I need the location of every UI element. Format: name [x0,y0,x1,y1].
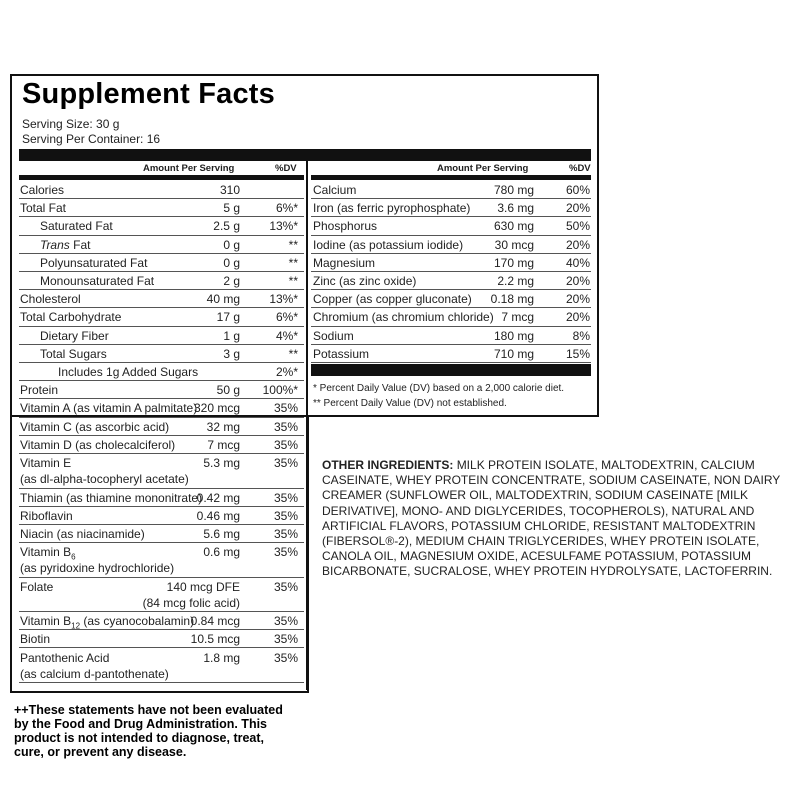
nutrient-dv: 35% [273,419,298,434]
nutrient-label: Total Sugars [40,346,107,361]
nutrient-label: Biotin [20,632,51,647]
nutrient-row [19,612,304,630]
nutrient-row [19,399,304,417]
nutrient-label: Iron (as ferric pyrophosphate) [313,201,471,216]
nutrient-label: Includes 1g Added Sugars [58,365,199,379]
nutrient-dv: 60% [565,183,590,197]
nutrient-label: Phosphorus [313,219,378,234]
nutrient-dv: 35% [273,614,298,629]
fda-disclaimer: ++These statements have not been evaluated by the Food and Drug Administration. This product is not intended to diagnose, treat, cure, or prevent any disease. [14,703,283,759]
nutrient-row [19,507,304,525]
nutrient-dv: ** [288,346,298,361]
other-ingredients-label: OTHER INGREDIENTS: [322,458,454,472]
nutrient-row [19,272,304,290]
nutrient-amount: 140 mcg DFE [166,579,240,594]
nutrient-dv: 35% [273,456,298,470]
nutrient-row [19,236,304,254]
nutrient-amount: 40 mg [206,292,240,307]
nutrient-amount: 180 mg [493,328,534,343]
nutrient-dv: 35% [273,490,298,505]
nutrient-dv: 35% [273,437,298,452]
nutrient-label: Zinc (as zinc oxide) [313,274,417,288]
nutrient-label: Cholesterol [20,292,81,307]
nutrient-row [19,363,304,381]
servings-per-container: Serving Per Container: 16 [22,132,161,146]
nutrient-row [311,236,591,254]
nutrient-dv: 6%* [275,201,298,216]
footnote-not-established: ** Percent Daily Value (DV) not established. [313,398,507,409]
nutrient-amount: 17 g [216,310,240,325]
nutrient-label: Vitamin $B_{12}$ (as cyanocobalamin) [20,614,195,631]
nutrient-dv: 20% [565,292,590,307]
nutrient-dv: 2%* [275,365,298,379]
nutrient-dv: 40% [565,255,590,270]
nutrient-dv: 4%* [275,328,298,343]
nutrient-dv: 35% [273,401,298,416]
right-bottom-bar [311,364,591,376]
serving-size: Serving Size: 30 g [22,117,120,131]
nutrient-dv: 35% [273,632,298,647]
nutrient-dv: ** [288,274,298,288]
nutrient-dv: 100%* [262,383,298,398]
nutrient-amount: 5.6 mg [203,526,240,541]
nutrient-row [311,217,591,235]
nutrient-row [19,630,304,648]
nutrient-row [19,345,304,363]
nutrient-row [19,489,304,507]
nutrient-dv: 35% [273,526,298,541]
nutrient-label: Saturated Fat [40,219,113,234]
nutrient-dv: 13%* [269,219,298,234]
nutrient-row [19,327,304,345]
nutrient-dv: 50% [565,219,590,234]
nutrient-amount: 0.42 mg [196,490,240,505]
nutrient-label: Sodium [313,328,354,343]
nutrient-label: Total Carbohydrate [20,310,122,325]
nutrient-row [311,327,591,345]
nutrient-amount: 5.3 mg [203,456,240,470]
nutrient-amount: 0.6 mg [203,545,240,560]
nutrient-row [19,381,304,399]
other-ingredients [322,458,792,580]
nutrient-label-detail: (as pyridoxine hydrochloride) [20,561,175,576]
nutrient-label: Protein [20,383,59,398]
nutrient-dv: ** [288,237,298,252]
nutrient-amount: 1 g [223,328,240,343]
nutrient-amount: 1.8 mg [203,650,240,665]
nutrient-row [311,181,591,199]
nutrient-label: Calcium [313,183,357,197]
nutrient-label-detail: (as calcium d-pantothenate) [20,666,169,681]
nutrient-row [311,254,591,272]
nutrient-label: Chromium (as chromium chloride) [313,310,494,325]
nutrient-amount: 3.6 mg [497,201,534,216]
nutrient-dv: 35% [273,508,298,523]
right-amount-header: Amount Per Serving [437,163,529,174]
nutrient-dv: 20% [565,237,590,252]
nutrient-amount: 630 mg [493,219,534,234]
nutrient-row [19,649,304,684]
nutrient-amount: 3 g [223,346,240,361]
left-dv-header: %DV [275,163,297,174]
nutrient-row [19,454,304,489]
nutrient-label: Vitamin E [20,456,72,470]
nutrient-amount: 0.18 mg [490,292,534,307]
nutrient-label: Total Fat [20,201,67,216]
nutrient-label: Vitamin $B_6$ [20,545,76,562]
nutrient-amount: 320 mcg [193,401,240,416]
nutrient-dv: 20% [565,310,590,325]
nutrient-label: Magnesium [313,255,376,270]
nutrient-row [311,290,591,308]
nutrient-row [19,217,304,235]
nutrient-amount: 10.5 mcg [190,632,240,647]
nutrient-amount-detail: (84 mcg folic acid) [142,595,240,610]
nutrient-row [19,199,304,217]
nutrient-dv: ** [288,255,298,270]
nutrient-dv: 8% [572,328,590,343]
nutrient-amount: 7 mcg [207,437,240,452]
nutrient-label: Calories [20,183,65,197]
nutrient-label: Vitamin C (as ascorbic acid) [20,419,170,434]
right-header-bar [311,175,591,180]
nutrient-amount: 5 g [223,201,240,216]
nutrient-row [311,272,591,290]
nutrient-dv: 35% [273,650,298,665]
panel-title: Supplement Facts [22,78,275,110]
nutrient-row [311,308,591,326]
nutrient-label: Dietary Fiber [40,328,109,343]
nutrient-row [19,308,304,326]
nutrient-label: Vitamin D (as cholecalciferol) [20,437,176,452]
nutrient-amount: 710 mg [493,346,534,361]
nutrient-label-detail: (as dl-alpha-tocopheryl acetate) [20,472,189,486]
nutrient-dv: 15% [565,346,590,361]
nutrient-row [311,345,591,363]
nutrient-label: Copper (as copper gluconate) [313,292,472,307]
nutrient-dv: 20% [565,274,590,288]
nutrient-row [19,254,304,272]
nutrient-label: Trans Fat [40,237,91,252]
nutrient-row [19,418,304,436]
nutrient-dv: 35% [273,545,298,560]
nutrient-amount: 7 mcg [501,310,534,325]
nutrient-row [19,181,304,199]
left-amount-header: Amount Per Serving [143,163,235,174]
nutrient-label: Thiamin (as thiamine mononitrate) [20,490,203,505]
nutrient-row [311,199,591,217]
nutrient-amount: 780 mg [493,183,534,197]
nutrient-amount: 2.5 g [213,219,240,234]
nutrient-amount: 2 g [223,274,240,288]
nutrient-label: Vitamin A (as vitamin A palmitate) [20,401,198,416]
nutrient-label: Iodine (as potassium iodide) [313,237,464,252]
nutrient-row [19,543,304,578]
nutrient-row [19,578,304,613]
nutrient-label: Polyunsaturated Fat [40,255,148,270]
nutrient-amount: 50 g [216,383,240,398]
nutrient-dv: 6%* [275,310,298,325]
nutrient-amount: 170 mg [493,255,534,270]
top-thick-bar [19,149,591,161]
nutrient-row [19,525,304,543]
nutrient-row [19,436,304,454]
nutrient-label: Pantothenic Acid [20,650,110,665]
column-divider [306,161,308,690]
nutrient-row [19,290,304,308]
nutrient-label: Riboflavin [20,508,73,523]
nutrient-amount: 0.46 mg [196,508,240,523]
other-ingredients-text: MILK PROTEIN ISOLATE, MALTODEXTRIN, CALCIUM CASEINATE, WHEY PROTEIN CONCENTRATE, SODIUM CASEINATE, NON DAIRY CREAMER (SUNFLOWER OIL, MALTODEXTRIN, SODIUM CASEINATE [MILK DERIVATIVE], MONO- AND DIGLYCERIDES, TOCOPHEROLS), NATURAL AND ARTIFICIAL FLAVORS, POTASSIUM CHLORIDE, RESISTANT MALTODEXTRIN (FIBERSOL®-2), MEDIUM CHAIN TRIGLYCERIDES, WHEY PROTEIN ISOLATE, CANOLA OIL, MAGNESIUM OXIDE, ACESULFAME POTASSIUM, POTASSIUM BICARBONATE, SUCRALOSE, WHEY PROTEIN HYDROLYSATE, LACTOFERRIN. [322,458,781,579]
nutrient-amount: 0 g [223,255,240,270]
nutrient-dv: 20% [565,201,590,216]
nutrient-amount: 2.2 mg [497,274,534,288]
nutrient-amount: 310 [219,183,240,197]
left-header-bar [19,175,304,180]
nutrient-amount: 30 mcg [494,237,534,252]
nutrient-amount: 0.84 mcg [190,614,240,629]
nutrient-label: Folate [20,579,54,594]
nutrient-amount: 0 g [223,237,240,252]
nutrient-amount: 32 mg [206,419,240,434]
nutrient-label: Potassium [313,346,370,361]
nutrient-label: Monounsaturated Fat [40,274,155,288]
nutrient-label: Niacin (as niacinamide) [20,526,145,541]
nutrient-dv: 13%* [269,292,298,307]
right-dv-header: %DV [569,163,591,174]
nutrient-dv: 35% [273,579,298,594]
footnote-dv: * Percent Daily Value (DV) based on a 2,000 calorie diet. [313,383,565,394]
